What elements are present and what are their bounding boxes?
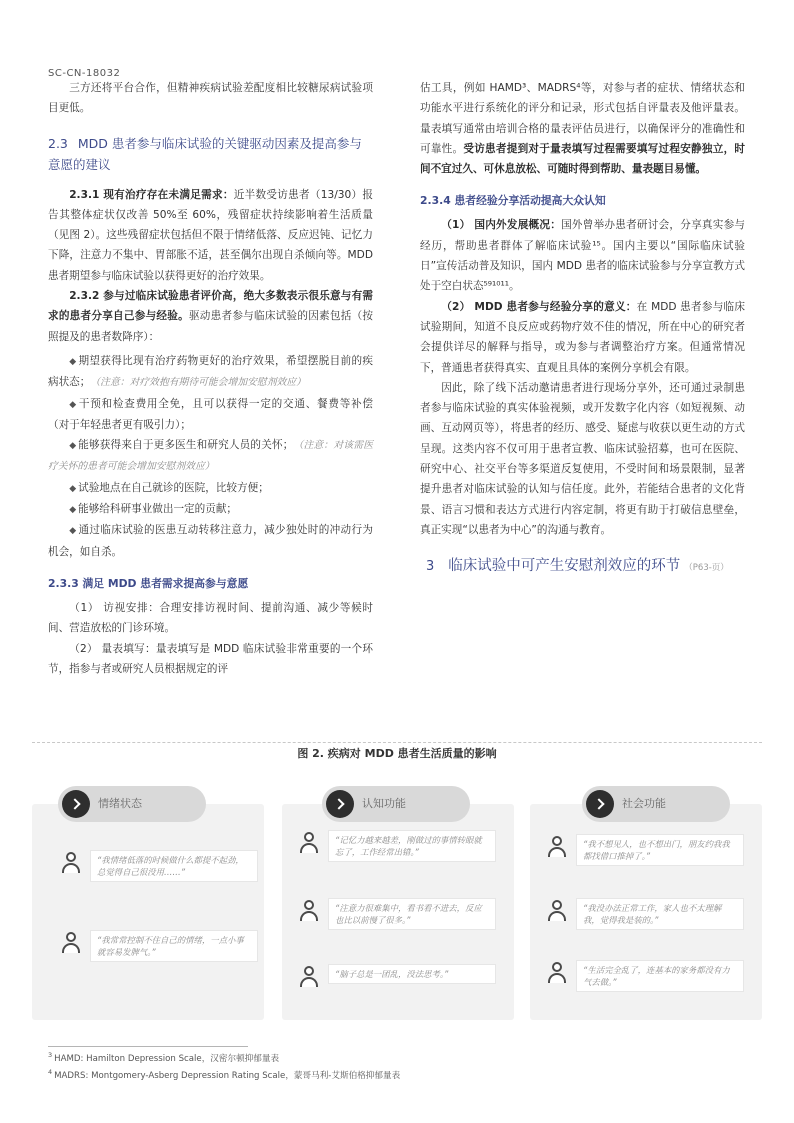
- quote-entry: [546, 960, 744, 1000]
- section-2-3-heading: [48, 133, 373, 175]
- column-header-label: 情绪状态: [98, 797, 142, 810]
- list-note: （注意：对疗效抱有期待可能会增加安慰剂效应）: [90, 377, 306, 389]
- quote-entry: [60, 850, 258, 890]
- person-icon: [546, 900, 568, 922]
- figure-divider: [32, 742, 762, 743]
- diamond-bullet-icon: ◆: [69, 441, 77, 452]
- person-icon: [298, 900, 320, 922]
- diamond-bullet-icon: ◆: [69, 483, 77, 494]
- quote-text: “我没办法正常工作，家人也不太理解我，觉得我是装的。”: [576, 898, 744, 930]
- quote-entry: [298, 964, 496, 1004]
- footnote-item: $^3$ HAMD: Hamilton Depression Scale，汉密尔顿抑郁量表: [48, 1051, 280, 1064]
- quote-text: “我情绪低落的时候做什么都提不起劲，总觉得自己很没用……”: [90, 850, 258, 882]
- column-header-pill: [582, 786, 730, 822]
- document-id: SC-CN-18032: [48, 68, 121, 79]
- arrow-circle-icon: [326, 790, 354, 818]
- left-column: [48, 78, 373, 679]
- list-item: ◆ 通过临床试验的医患互动转移注意力，减少独处时的冲动行为机会，如自杀。: [48, 524, 373, 558]
- footnote-item: $^4$ MADRS: Montgomery-Asberg Depression Rating Scale，蒙哥马利-艾斯伯格抑郁量表: [48, 1067, 401, 1081]
- quote-text: “生活完全乱了，连基本的家务都没有力气去做。”: [576, 960, 744, 992]
- diamond-bullet-icon: ◆: [69, 399, 77, 410]
- list-item: ◆ 能够给科研事业做出一定的贡献；: [69, 503, 238, 516]
- footnotes: [48, 1049, 400, 1083]
- quote-text: “记忆力越来越差，刚做过的事情转眼就忘了，工作经常出错。”: [328, 830, 496, 862]
- column-header-label: 认知功能: [362, 797, 406, 810]
- paragraph-text: 国外曾举办患者研讨会，分享真实参与经历，帮助患者群体了解临床试验¹⁵。国内主要以“国际临床试验日”宣传活动普及知识，国内 MDD 患者的临床试验参与分享宣教方式处于空白状态⁵⁹¹⁰¹¹。: [420, 219, 746, 293]
- paragraph-text: 在 MDD 患者参与临床试验期间，知道不良反应或药物疗效不佳的情况，所在中心的研究者会提供详尽的解释与指导，或为参与者调整治疗方案。但通常情况下，普通患者获得真实、直观且具体的案例分享机会有限。: [420, 300, 745, 374]
- section-title: MDD 患者参与临床试验的关键驱动因素及提高参与意愿的建议: [48, 135, 362, 172]
- driver-list: [48, 351, 373, 562]
- right-column: [420, 78, 745, 578]
- figure-2: [32, 764, 762, 1024]
- quote-entry: [60, 930, 258, 970]
- section-suffix: （P63-页）: [684, 563, 729, 574]
- paragraph-visit-schedule: （1） 访视安排：合理安排访视时间、提前沟通、减少等候时间、营造放松的门诊环境。: [48, 601, 373, 635]
- person-icon: [298, 966, 320, 988]
- column-header-pill: [58, 786, 206, 822]
- quote-entry: [546, 898, 744, 938]
- list-item: ◆ 试验地点在自己就诊的医院，比较方便；: [69, 481, 269, 494]
- quote-entry: [298, 898, 496, 938]
- paragraph-text: 近半数受访患者（13/30）报告其整体症状仅改善 50%至 60%，残留症状持续影响着生活质量（见图 2）。这些残留症状包括但不限于情绪低落、反应迟钝、记忆力下降，注意力不集中、胃部胀不适，甚至偶尔出现自杀倾向等。MDD 患者期望参与临床试验以获得更好的治疗效果。: [48, 188, 373, 282]
- paragraph-lead: （2） MDD 患者参与经验分享的意义：: [441, 300, 637, 313]
- section-2-3-4-heading: 2.3.4 患者经验分享活动提高大众认知: [420, 194, 606, 208]
- diamond-bullet-icon: ◆: [69, 526, 77, 537]
- quote-text: “注意力很难集中，看书看不进去，反应也比以前慢了很多。”: [328, 898, 496, 930]
- paragraph-lead: 2.3.2 参与过临床试验患者评价高，绝大多数表示很乐意与有需求的患者分享自己参与经验。: [48, 290, 373, 323]
- section-title: 临床试验中可产生安慰剂效应的环节: [448, 558, 681, 575]
- person-icon: [60, 852, 82, 874]
- paragraph-2-3-2: [48, 286, 373, 347]
- column-header-label: 社会功能: [622, 797, 666, 810]
- person-icon: [60, 932, 82, 954]
- section-2-3-3-heading: 2.3.3 满足 MDD 患者需求提高参与意愿: [48, 576, 249, 590]
- section-3-heading: [420, 556, 745, 578]
- column-header-pill: [322, 786, 470, 822]
- section-number: 2.3: [48, 135, 68, 151]
- person-icon: [546, 836, 568, 858]
- quote-text: “我常常控制不住自己的情绪，一点小事就容易发脾气。”: [90, 930, 258, 962]
- continued-paragraph: 三方还将平台合作，但精神疾病试验差配度相比较糖尿病试验项目更低。: [48, 82, 373, 115]
- paragraph-lead: （1） 国内外发展概况：: [441, 219, 562, 232]
- paragraph-development: [420, 215, 745, 296]
- paragraph-lead: 2.3.1 现有治疗存在未满足需求：: [69, 188, 234, 201]
- paragraph-2-3-1: [48, 185, 373, 286]
- person-icon: [546, 962, 568, 984]
- figure-title: 图 2. 疾病对 MDD 患者生活质量的影响: [297, 747, 497, 760]
- paragraph-bold: 受访患者提到对于量表填写过程需要填写过程安静独立，时间不宜过久、可休息放松、可随时得到帮助、量表题目易懂。: [420, 142, 746, 176]
- paragraph-text: 驱动患者参与临床试验的因素包括（按照提及的患者数降序）：: [48, 310, 374, 343]
- paragraph-scale-tools: 估工具，例如 HAMD³、MADRS⁴等，对参与者的症状、情绪状态和功能水平进行系统化的评分和记录，形式包括自评量表及他评量表。量表填写通常由培训合格的量表评估员进行，以确保评分的准确性和可靠性。受访患者提到对于量表填写过程需要填写过程安静独立，时间不宜过久、可休息放松、可随时得到帮助、量表题目易懂。: [420, 82, 746, 176]
- quote-entry: [298, 830, 496, 870]
- arrow-circle-icon: [62, 790, 90, 818]
- quote-text: “脑子总是一团乱，没法思考。”: [328, 964, 496, 984]
- list-item: ◆ 能够获得来自于更多医生和研究人员的关怀；（注意：对该需医疗关怀的患者可能会增加安慰剂效应）: [48, 439, 374, 473]
- diamond-bullet-icon: ◆: [69, 505, 77, 516]
- quote-text: “我不想见人，也不想出门，朋友约我我都找借口推掉了。”: [576, 834, 744, 866]
- person-icon: [298, 832, 320, 854]
- paragraph-significance: [420, 297, 745, 378]
- diamond-bullet-icon: ◆: [69, 356, 77, 367]
- paragraph-digital-content: 因此，除了线下活动邀请患者进行现场分享外，还可通过录制患者参与临床试验的真实体验视频，或开发数字化内容（如短视频、动画、互动网页等），将患者的经历、感受、疑虑与收获以更生动的方式呈现。这类内容不仅可用于患者宣教、临床试验招募，也可在医院、研究中心、社交平台等多渠道反复使用，不受时间和场景限制，显著提升患者对临床试验的认知与信任度。此外，若能结合患者的文化背景、语言习惯和表达方式进行内容定制，将更有助于打破信息壁垒，真正实现“以患者为中心”的沟通与教育。: [420, 381, 745, 536]
- footnote-rule: [48, 1046, 248, 1047]
- paragraph-scale-filling: （2） 量表填写：量表填写是 MDD 临床试验非常重要的一个环节，指参与者或研究人员根据规定的评: [48, 642, 373, 675]
- figure-column-social: [530, 764, 762, 1022]
- figure-column-cognition: [282, 764, 514, 1022]
- figure-column-emotion: [32, 764, 264, 1022]
- column-background: [32, 804, 264, 1020]
- section-number: 3: [426, 559, 435, 575]
- list-note: （注意：对该需医疗关怀的患者可能会增加安慰剂效应）: [48, 440, 374, 473]
- arrow-circle-icon: [586, 790, 614, 818]
- list-item: ◆ 期望获得比现有治疗药物更好的治疗效果，希望摆脱目前的疾病状态；（注意：对疗效抱有期待可能会增加安慰剂效应）: [48, 354, 373, 389]
- list-item: ◆ 干预和检查费用全免，且可以获得一定的交通、餐费等补偿（对于年轻患者更有吸引力）；: [48, 397, 373, 431]
- quote-entry: [546, 834, 744, 874]
